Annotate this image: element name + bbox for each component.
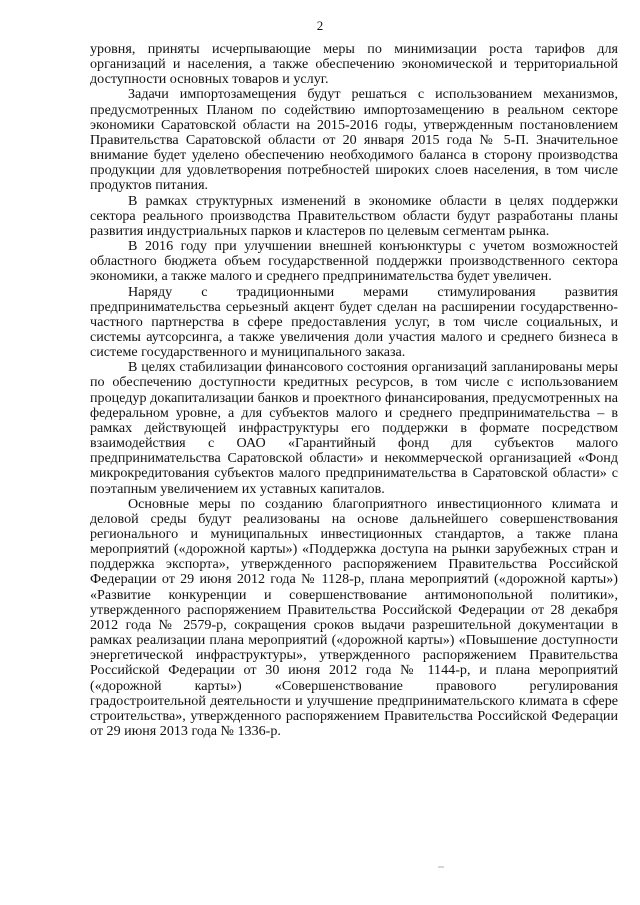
paragraph-state-support: В 2016 году при улучшении внешней конъюнктуры с учетом возможностей областного бюджета объем государственной поддержки производственного сектора экономики, а также малого и среднего предпринимательства будет увеличен. (90, 238, 618, 285)
paragraph-structural-changes: В рамках структурных изменений в экономике области в целях поддержки сектора реального производства Правительством области будут разработаны планы развития индустриальных парков и кластеров по целевым сегментам рынка. (90, 192, 618, 239)
paragraph-tariffs: уровня, приняты исчерпывающие меры по минимизации роста тарифов для организаций и населения, а также обеспечению экономической и территориальной доступности основных товаров и услуг. (90, 41, 618, 88)
document-body (90, 42, 618, 739)
page-number: 2 (316, 18, 324, 33)
paragraph-investment-climate: Основные меры по созданию благоприятного инвестиционного климата и деловой среды будут реализованы на основе дальнейшего совершенствования регионального и муниципальных инвестиционных стандартов, а также плана мероприятий («дорожной карты») «Поддержка доступа на рынки зарубежных стран и поддержка экспорта», утвержденного распоряжением Правительства Российской Федерации от 29 июня 2012 года № 1128-р, плана мероприятий («дорожной карты») «Развитие конкуренции и совершенствование антимонопольной политики», утвержденного распоряжением Правительства Российской Федерации от 28 декабря 2012 года № 2579-р, сокращения сроков выдачи разрешительной документации в рамках реализации плана мероприятий («дорожной карты») «Повышение доступности энергетической инфраструктуры», утвержденного распоряжением Правительства Российской Федерации от 30 июня 2012 года № 1144-р, и плана мероприятий («дорожной карты») «Совершенствование правового регулирования градостроительной деятельности и улучшение предпринимательского климата в сфере строительства», утвержденного распоряжением Правительства Российской Федерации от 29 июня 2013 года № 1336-р. (90, 495, 618, 740)
paragraph-entrepreneurship: Наряду с традиционными мерами стимулирования развития предпринимательства серьезный акцент будет сделан на расширении государственно-частного партнерства в сфере предоставления услуг, в том числе социальных, и системы аутсорсинга, а также увеличения доли участия малого и среднего бизнеса в системе государственного и муниципального заказа. (90, 283, 618, 361)
scan-speck (438, 866, 444, 868)
paragraph-financial-stabilization: В целях стабилизации финансового состояния организаций запланированы меры по обеспечению доступности кредитных ресурсов, в том числе с использованием процедур докапитализации банков и проектного финансирования, предусмотренных на федеральном уровне, а для субъектов малого и среднего предпринимательства – в рамках действующей инфраструктуры его поддержки в формате посредством взаимодействия с ОАО «Гарантийный фонд для субъектов малого предпринимательства Саратовской области» и некоммерческой организацией «Фонд микрокредитования субъектов малого предпринимательства в Саратовской области» с поэтапным увеличением их уставных капиталов. (90, 359, 618, 497)
paragraph-import-substitution: Задачи импортозамещения будут решаться с использованием механизмов, предусмотренных Планом по содействию импортозамещению в реальном секторе экономики Саратовской области на 2015-2016 годы, утвержденным постановлением Правительства Саратовской области от 20 января 2015 года № 5-П. Значительное внимание будет уделено обеспечению необходимого баланса в сторону производства продукции для удовлетворения потребностей широких слоев населения, в том числе продуктов питания. (90, 86, 618, 194)
